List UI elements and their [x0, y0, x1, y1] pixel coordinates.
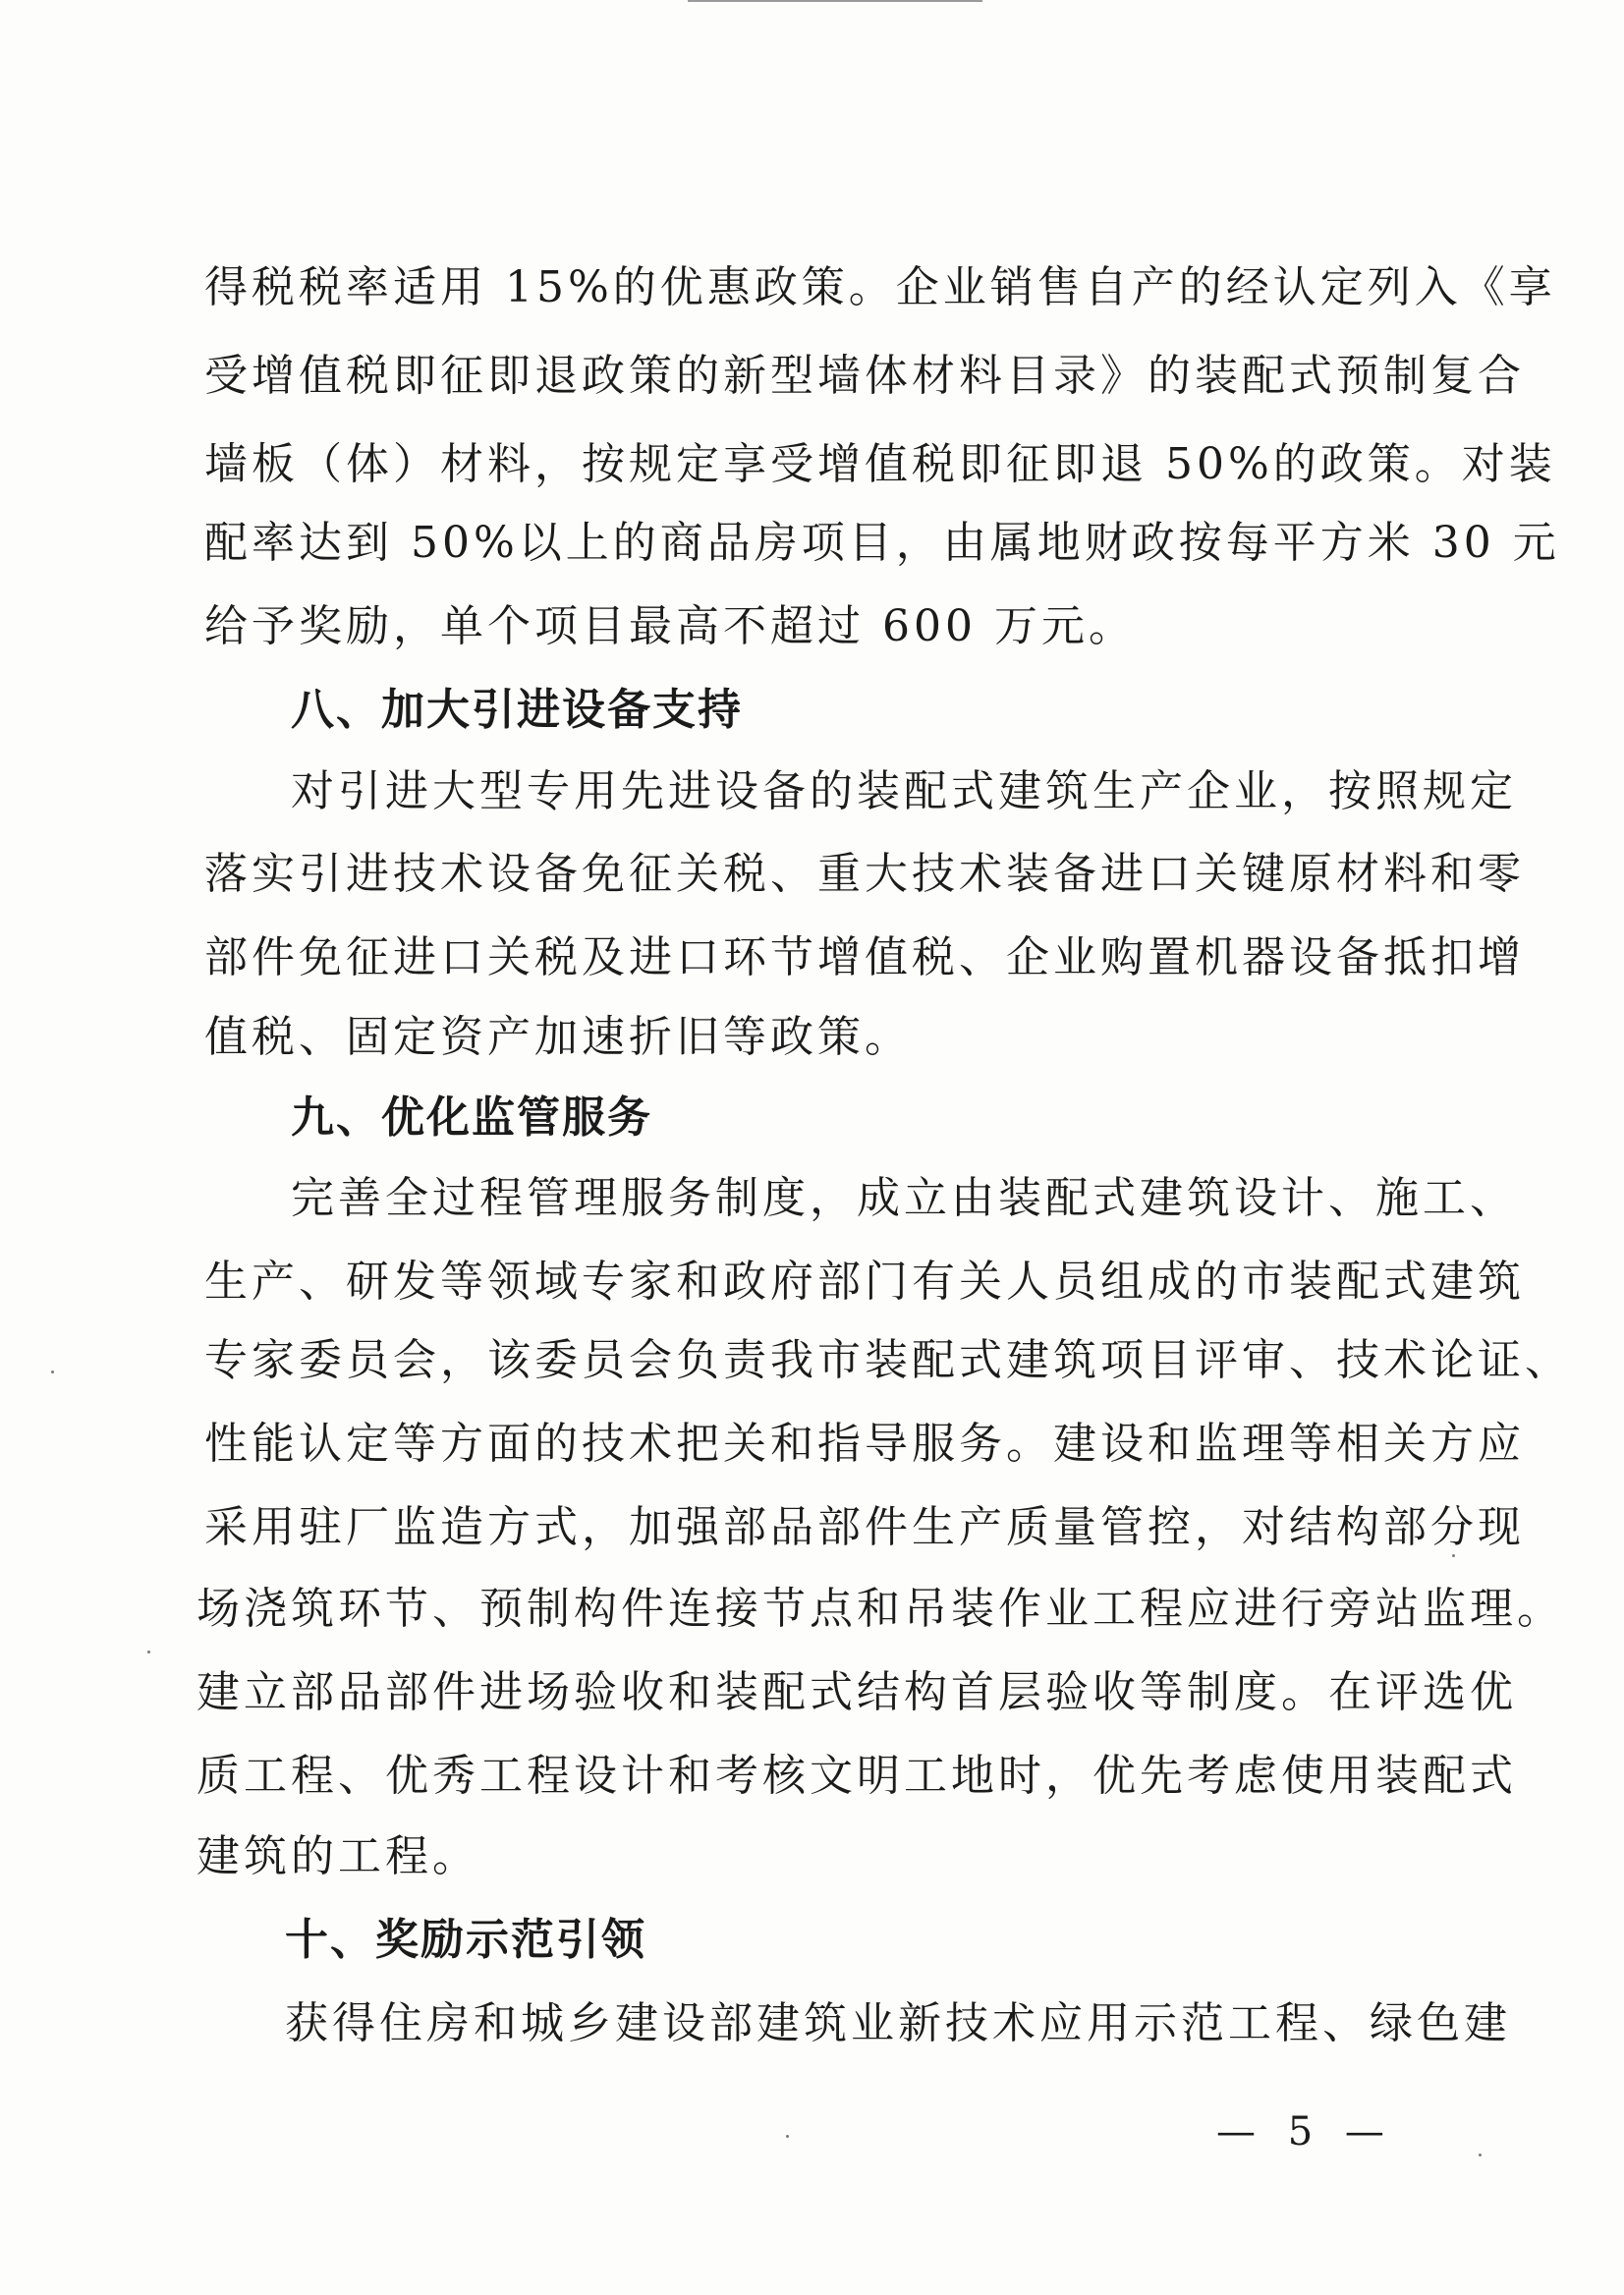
- body-line: 完善全过程管理服务制度，成立由装配式建筑设计、施工、: [291, 1173, 1517, 1223]
- body-line: 墙板（体）材料，按规定享受增值税即征即退 50%的政策。对装: [204, 439, 1556, 489]
- body-line: 专家委员会，该委员会负责我市装配式建筑项目评审、技术论证、: [204, 1335, 1572, 1385]
- body-line: 值税、固定资产加速折旧等政策。: [204, 1012, 912, 1062]
- body-line: 场浇筑环节、预制构件连接节点和吊装作业工程应进行旁站监理。: [196, 1584, 1564, 1634]
- body-line: 得税税率适用 15%的优惠政策。企业销售自产的经认定列入《享: [204, 262, 1556, 312]
- section-heading-8: 八、加大引进设备支持: [291, 685, 743, 735]
- body-line: 建立部品部件进场验收和装配式结构首层验收等制度。在评选优: [196, 1667, 1517, 1717]
- body-line: 质工程、优秀工程设计和考核文明工地时，优先考虑使用装配式: [196, 1751, 1517, 1801]
- scan-speck: [1479, 2154, 1482, 2156]
- scan-speck: [51, 1371, 54, 1373]
- body-line: 性能认定等方面的技术把关和指导服务。建设和监理等相关方应: [204, 1419, 1525, 1469]
- body-line: 落实引进技术设备免征关税、重大技术装备进口关键原材料和零: [204, 849, 1525, 899]
- body-line: 给予奖励，单个项目最高不超过 600 万元。: [204, 601, 1136, 651]
- section-heading-10: 十、奖励示范引领: [285, 1915, 646, 1965]
- body-line: 采用驻厂监造方式，加强部品部件生产质量管控，对结构部分现: [204, 1502, 1525, 1552]
- body-line: 受增值税即征即退政策的新型墙体材料目录》的装配式预制复合: [204, 351, 1525, 401]
- page-number: — 5 —: [1216, 2109, 1394, 2155]
- scan-edge-mark: [688, 0, 982, 2]
- body-line: 部件免征进口关税及进口环节增值税、企业购置机器设备抵扣增: [204, 932, 1525, 982]
- body-line: 配率达到 50%以上的商品房项目，由属地财政按每平方米 30 元: [204, 518, 1560, 568]
- body-line: 对引进大型专用先进设备的装配式建筑生产企业，按照规定: [291, 766, 1517, 816]
- scan-speck: [1452, 1554, 1455, 1557]
- scan-speck: [147, 1651, 150, 1653]
- section-heading-9: 九、优化监管服务: [291, 1092, 652, 1143]
- body-line: 获得住房和城乡建设部建筑业新技术应用示范工程、绿色建: [285, 1998, 1511, 2048]
- scan-speck: [786, 2135, 789, 2138]
- body-line: 建筑的工程。: [196, 1831, 479, 1881]
- body-line: 生产、研发等领域专家和政府部门有关人员组成的市装配式建筑: [204, 1257, 1525, 1307]
